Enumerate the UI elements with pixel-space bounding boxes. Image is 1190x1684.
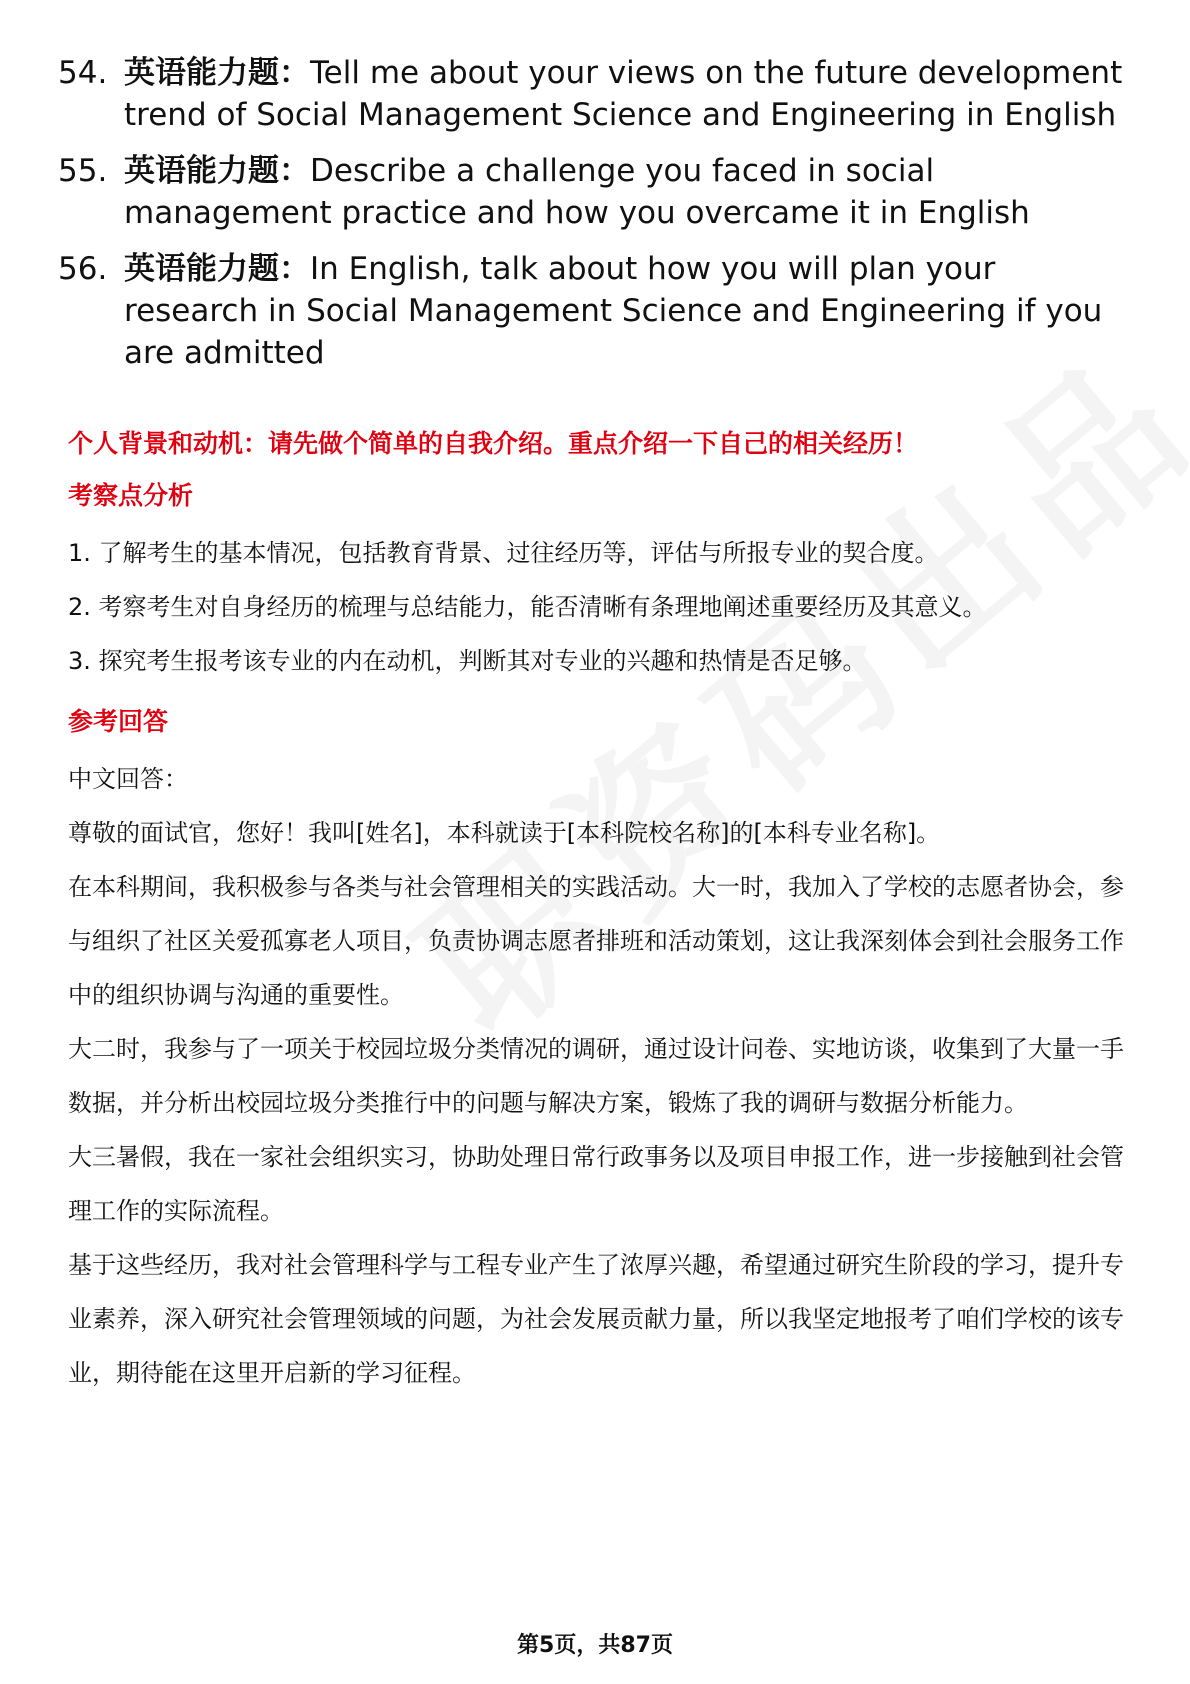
page-footer: 第5页，共87页 — [517, 1633, 673, 1658]
question-body — [124, 248, 1138, 374]
answer-paragraph: 基于这些经历，我对社会管理科学与工程专业产生了浓厚兴趣，希望通过研究生阶段的学习，提升专业素养，深入研究社会管理领域的问题，为社会发展贡献力量，所以我坚定地报考了咱们学校的该专业，期待能在这里开启新的学习征程。 — [68, 1251, 1124, 1387]
spacer — [68, 688, 1138, 702]
question-prefix: 英语能力题： — [124, 153, 310, 189]
analysis-point: 2. 考察考生对自身经历的梳理与总结能力，能否清晰有条理地阐述重要经历及其意义。 — [68, 593, 987, 621]
question-text: Tell me about your views on the future development trend of Social Management Science and Engineering in English — [124, 55, 1123, 133]
answer-paragraph: 在本科期间，我积极参与各类与社会管理相关的实践活动。大一时，我加入了学校的志愿者协会，参与组织了社区关爱孤寡老人项目，负责协调志愿者排班和活动策划，这让我深刻体会到社会服务工作中的组织协调与沟通的重要性。 — [68, 873, 1124, 1009]
question-body — [124, 150, 1138, 234]
question-item — [58, 248, 1138, 374]
analysis-point: 1. 了解考生的基本情况，包括教育背景、过往经历等，评估与所报专业的契合度。 — [68, 539, 939, 567]
answer-heading: 参考回答 — [68, 707, 169, 736]
question-prefix: 英语能力题： — [124, 251, 310, 287]
question-list — [58, 52, 1138, 388]
question-text: In English, talk about how you will plan your research in Social Management Science and Engineering if you are admitted — [124, 251, 1103, 371]
section-headline: 个人背景和动机：请先做个简单的自我介绍。重点介绍一下自己的相关经历！ — [68, 429, 919, 458]
analysis-point: 3. 探究考生报考该专业的内在动机，判断其对专业的兴趣和热情是否足够。 — [68, 647, 867, 675]
question-text: Describe a challenge you faced in social management practice and how you overcame it in English — [124, 153, 1030, 231]
main-content — [68, 424, 1138, 1400]
question-item — [58, 52, 1138, 136]
question-body — [124, 52, 1138, 136]
question-prefix: 英语能力题： — [124, 55, 310, 91]
analysis-heading: 考察点分析 — [68, 481, 194, 510]
question-number: 54. — [58, 55, 108, 91]
answer-paragraph: 大二时，我参与了一项关于校园垃圾分类情况的调研，通过设计问卷、实地访谈，收集到了大量一手数据，并分析出校园垃圾分类推行中的问题与解决方案，锻炼了我的调研与数据分析能力。 — [68, 1035, 1124, 1117]
question-number: 56. — [58, 251, 108, 287]
question-item — [58, 150, 1138, 234]
answer-paragraph: 大三暑假，我在一家社会组织实习，协助处理日常行政事务以及项目申报工作，进一步接触到社会管理工作的实际流程。 — [68, 1143, 1124, 1225]
answer-label: 中文回答： — [68, 765, 188, 793]
answer-paragraph: 尊敬的面试官，您好！我叫[姓名]，本科就读于[本科院校名称]的[本科专业名称]。 — [68, 819, 941, 847]
question-number: 55. — [58, 153, 108, 189]
